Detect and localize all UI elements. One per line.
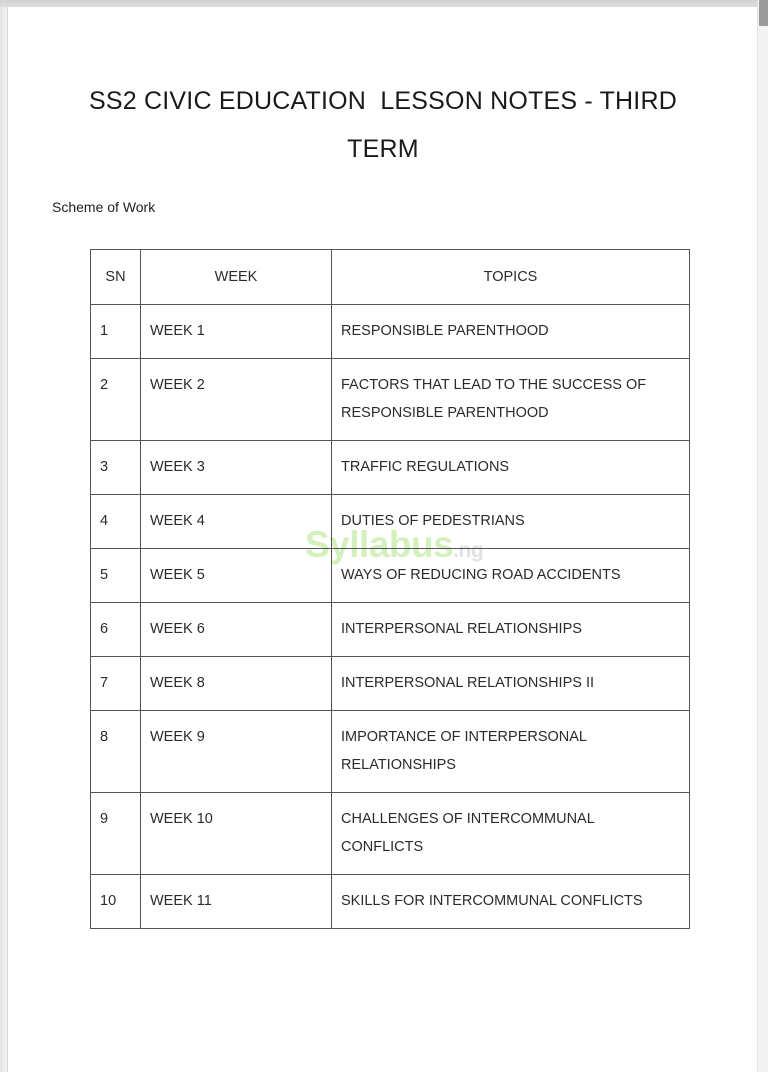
cell-week: WEEK 11 [141, 875, 332, 929]
cell-week: WEEK 9 [141, 711, 332, 793]
cell-topic: TRAFFIC REGULATIONS [332, 441, 690, 495]
cell-week: WEEK 5 [141, 549, 332, 603]
lesson-notes-document [8, 7, 757, 1072]
table-row [91, 549, 690, 603]
watermark-tld-text: .ng [453, 539, 484, 562]
cell-week: WEEK 2 [141, 359, 332, 441]
window-top-strip [0, 0, 768, 7]
cell-sn: 2 [91, 359, 141, 441]
page-left-shadow [0, 7, 7, 1072]
cell-topic: RESPONSIBLE PARENTHOOD [332, 305, 690, 359]
cell-sn: 10 [91, 875, 141, 929]
table-body [91, 305, 690, 929]
cell-week: WEEK 8 [141, 657, 332, 711]
vertical-scrollbar[interactable] [757, 0, 768, 1072]
column-header-sn: SN [91, 250, 141, 305]
column-header-week: WEEK [141, 250, 332, 305]
cell-topic: INTERPERSONAL RELATIONSHIPS II [332, 657, 690, 711]
cell-sn: 6 [91, 603, 141, 657]
table-header-row [91, 250, 690, 305]
cell-sn: 9 [91, 793, 141, 875]
cell-week: WEEK 3 [141, 441, 332, 495]
cell-sn: 1 [91, 305, 141, 359]
table-row [91, 359, 690, 441]
scrollbar-thumb[interactable] [759, 0, 768, 26]
scheme-of-work-label: Scheme of Work [52, 199, 156, 215]
cell-week: WEEK 10 [141, 793, 332, 875]
cell-topic: IMPORTANCE OF INTERPERSONAL RELATIONSHIPS [332, 711, 690, 793]
table-row [91, 441, 690, 495]
cell-sn: 7 [91, 657, 141, 711]
cell-week: WEEK 1 [141, 305, 332, 359]
document-page [7, 7, 757, 1072]
table-header [91, 250, 690, 305]
cell-topic: DUTIES OF PEDESTRIANS [332, 495, 690, 549]
cell-sn: 5 [91, 549, 141, 603]
watermark-main-text: Syllabus [305, 524, 454, 565]
cell-topic: SKILLS FOR INTERCOMMUNAL CONFLICTS [332, 875, 690, 929]
cell-topic: CHALLENGES OF INTERCOMMUNAL CONFLICTS [332, 793, 690, 875]
cell-week: WEEK 6 [141, 603, 332, 657]
cell-week: WEEK 4 [141, 495, 332, 549]
column-header-topics: TOPICS [332, 250, 690, 305]
table-row [91, 793, 690, 875]
table-row [91, 657, 690, 711]
cell-sn: 4 [91, 495, 141, 549]
table-row [91, 875, 690, 929]
cell-sn: 3 [91, 441, 141, 495]
table-row [91, 603, 690, 657]
table-row [91, 711, 690, 793]
cell-topic: WAYS OF REDUCING ROAD ACCIDENTS [332, 549, 690, 603]
page-title: SS2 CIVIC EDUCATION LESSON NOTES - THIRD TERM [89, 87, 684, 163]
cell-sn: 8 [91, 711, 141, 793]
table-row [91, 305, 690, 359]
scheme-of-work-table [90, 249, 690, 929]
cell-topic: INTERPERSONAL RELATIONSHIPS [332, 603, 690, 657]
table-row [91, 495, 690, 549]
cell-topic: FACTORS THAT LEAD TO THE SUCCESS OF RESPONSIBLE PARENTHOOD [332, 359, 690, 441]
